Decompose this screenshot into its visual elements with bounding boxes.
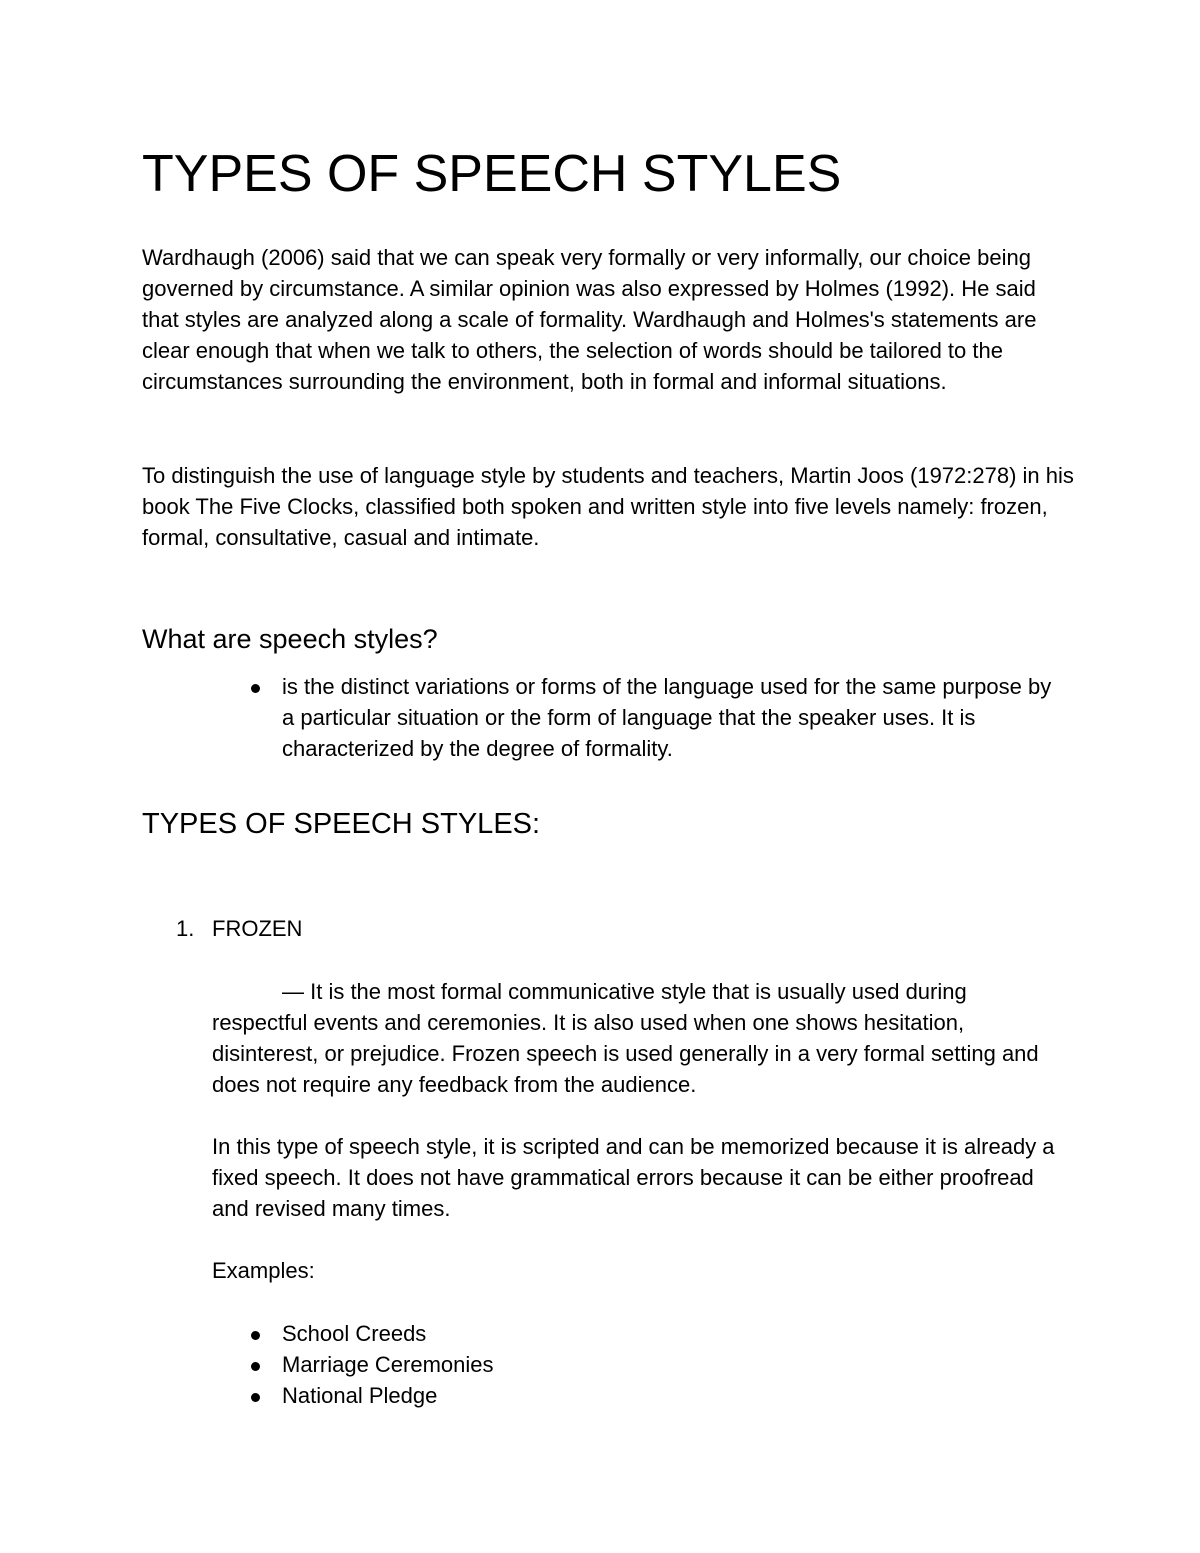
examples-label: Examples:: [212, 1258, 315, 1283]
intro-paragraph: Wardhaugh (2006) said that we can speak very formally or very informally, our choice being governed by circumstance. A similar opinion was also expressed by Holmes (1992). He said that styles are analyzed along a scale of formality. Wardhaugh and Holmes's statements are clear enough that when we talk to others, the selection of words should be tailored to the circumstances surrounding the environment, both in formal and informal situations.: [142, 245, 1037, 394]
type-description: — It is the most formal communicative style that is usually used during respectful events and ceremonies. It is also used when one shows hesitation, disinterest, or prejudice. Frozen speech is used generally in a very formal setting and does not require any feedback from the audience.: [212, 979, 1039, 1097]
section-heading: What are speech styles?: [142, 624, 438, 654]
list-item: Marriage Ceremonies: [282, 1352, 494, 1377]
list-item: National Pledge: [282, 1383, 438, 1408]
bullet-icon: [251, 1393, 260, 1402]
types-heading: TYPES OF SPEECH STYLES:: [142, 808, 541, 840]
definition-text: is the distinct variations or forms of the language used for the same purpose by a particular situation or the form of language that the speaker uses. It is characterized by the degree of formality.: [282, 674, 1052, 761]
bullet-icon: [251, 1331, 260, 1340]
intro-paragraph: To distinguish the use of language style by students and teachers, Martin Joos (1972:278) in his book The Five Clocks, classified both spoken and written style into five levels namely: frozen, formal, consultative, casual and intimate.: [142, 463, 1074, 550]
bullet-icon: [251, 684, 260, 693]
document-title: TYPES OF SPEECH STYLES: [142, 145, 842, 203]
type-details: In this type of speech style, it is scripted and can be memorized because it is already a fixed speech. It does not have grammatical errors because it can be either proofread and revised many times.: [212, 1134, 1055, 1221]
type-label: FROZEN: [212, 916, 303, 941]
list-item: School Creeds: [282, 1321, 427, 1346]
list-number: 1.: [176, 916, 195, 941]
bullet-icon: [251, 1362, 260, 1371]
